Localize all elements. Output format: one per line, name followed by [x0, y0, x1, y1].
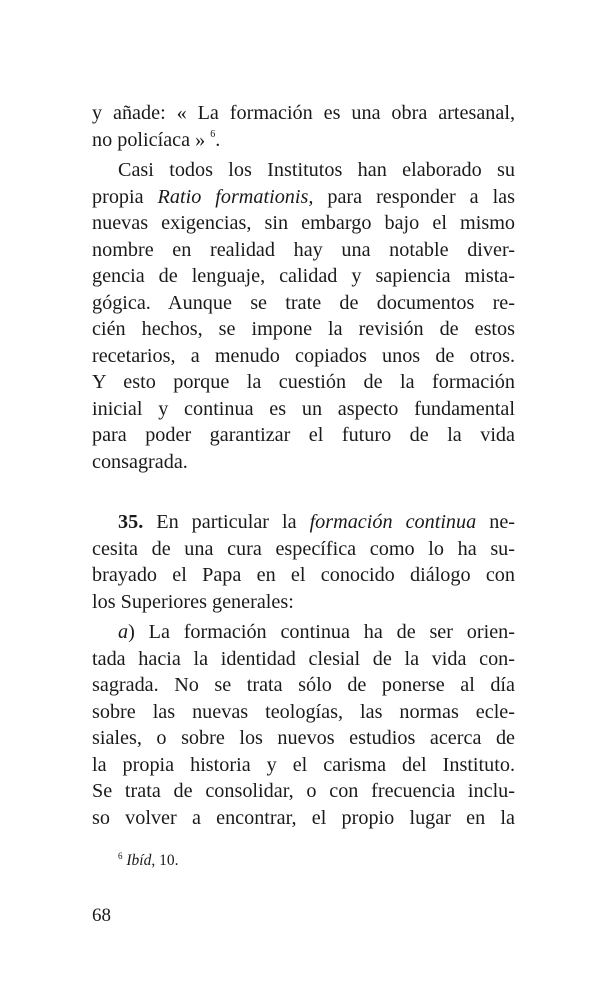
footnote-reference-text: Ibíd — [126, 852, 152, 869]
list-marker: a — [118, 621, 129, 643]
text-line: sobre las nuevas teologías, las normas ecle- — [92, 700, 515, 723]
text-line: recetarios, a menudo copiados unos de otros. — [92, 344, 515, 367]
footnote — [118, 851, 178, 871]
text-line: consagrada. — [92, 450, 188, 473]
text-line: propia Ratio formationis, para responder a las — [92, 185, 515, 208]
text-line: Se trata de consolidar, o con frecuencia inclu- — [92, 780, 515, 802]
text-line: cesita de una cura específica como lo ha su- — [92, 537, 515, 560]
paragraph-number: 35. — [118, 511, 144, 533]
page-number: 68 — [92, 905, 111, 926]
footnote-reference[interactable]: 6 — [210, 128, 216, 140]
text-line: brayado el Papa en el conocido diálogo con — [92, 564, 515, 586]
text-line: sagrada. No se trata sólo de ponerse al día — [92, 674, 515, 696]
text-line: 35. En particular la formación continua ne- — [118, 511, 515, 533]
italic-term: Ratio formationis, — [157, 185, 314, 208]
text-line: tada hacia la identidad clesial de la vida con- — [92, 647, 515, 670]
text-line: y añade: « La formación es una obra artesanal, — [92, 102, 515, 124]
text-line: gencia de lenguaje, calidad y sapiencia mista- — [92, 265, 515, 287]
text-line: so volver a encontrar, el propio lugar en la — [92, 806, 515, 829]
italic-term: formación continua — [309, 511, 477, 533]
text-line: Casi todos los Institutos han elaborado su — [118, 159, 515, 181]
text-line: la propia historia y el carisma del Instituto. — [92, 753, 515, 776]
page-body — [92, 100, 515, 831]
text-line: cién hechos, se impone la revisión de estos — [92, 318, 515, 340]
text-line: no policíaca » $^6$. — [92, 128, 221, 151]
text-line: gógica. Aunque se trate de documentos re- — [92, 291, 515, 314]
text-line: nombre en realidad hay una notable diver- — [92, 238, 515, 261]
text-line: inicial y continua es un aspecto fundamental — [92, 397, 515, 420]
text-line: Y esto porque la cuestión de la formación — [92, 371, 515, 393]
footnote-marker: 6 — [118, 851, 123, 861]
text-line: siales, o sobre los nuevos estudios acerca de — [92, 727, 515, 749]
text-line: los Superiores generales: — [92, 590, 294, 613]
text-line: a) La formación continua ha de ser orien- — [118, 621, 515, 643]
footnote-text: , 10. — [151, 852, 179, 869]
text-line: para poder garantizar el futuro de la vida — [92, 424, 515, 446]
text-line: nuevas exigencias, sin embargo bajo el mismo — [92, 212, 515, 234]
